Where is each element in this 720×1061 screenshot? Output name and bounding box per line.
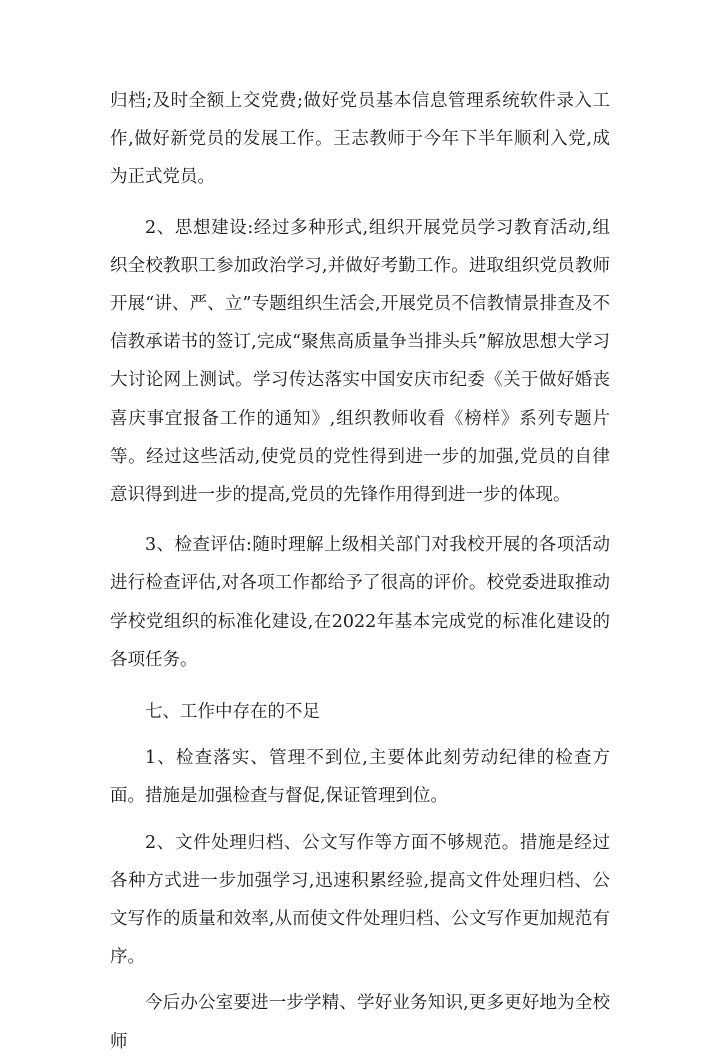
- paragraph-shortcoming-1: 1、检查落实、管理不到位,主要体此刻劳动纪律的检查方面。措施是加强检查与督促,保证管理到位。: [110, 748, 610, 807]
- paragraph-shortcoming-2: 2、文件处理归档、公文写作等方面不够规范。措施是经过各种方式进一步加强学习,迅速积累经验,提高文件处理归档、公文写作的质量和效率,从而使文件处理归档、公文写作更加规范有序。: [110, 832, 610, 968]
- paragraph-future-work: 今后办公室要进一步学精、学好业务知识,更多更好地为全校师: [110, 993, 610, 1052]
- paragraph-party-affairs-continued: 归档;及时全额上交党费;做好党员基本信息管理系统软件录入工作,做好新党员的发展工作。王志教师于今年下半年顺利入党,成为正式党员。: [110, 91, 610, 188]
- section-heading-shortcomings: 七、工作中存在的不足: [145, 702, 320, 723]
- paragraph-ideological-building: 2、思想建设:经过多种形式,组织开展党员学习教育活动,组织全校教职工参加政治学习,并做好考勤工作。进取组织党员教师开展“讲、严、立”专题组织生活会,开展党员不信教情景排查及不信教承诺书的签订,完成“聚焦高质量争当排头兵”解放思想大学习大讨论网上测试。学习传达落实中国安庆市纪委《关于做好婚丧喜庆事宜报备工作的通知》,组织教师收看《榜样》系列专题片等。经过这些活动,使党员的党性得到进一步的加强,党员的自律意识得到进一步的提高,党员的先锋作用得到进一步的体现。: [110, 217, 610, 506]
- document-body: [110, 82, 610, 1061]
- paragraph-inspection-evaluation: 3、检查评估:随时理解上级相关部门对我校开展的各项活动进行检查评估,对各项工作都给予了很高的评价。校党委进取推动学校党组织的标准化建设,在2022年基本完成党的标准化建设的各项任务。: [110, 535, 610, 670]
